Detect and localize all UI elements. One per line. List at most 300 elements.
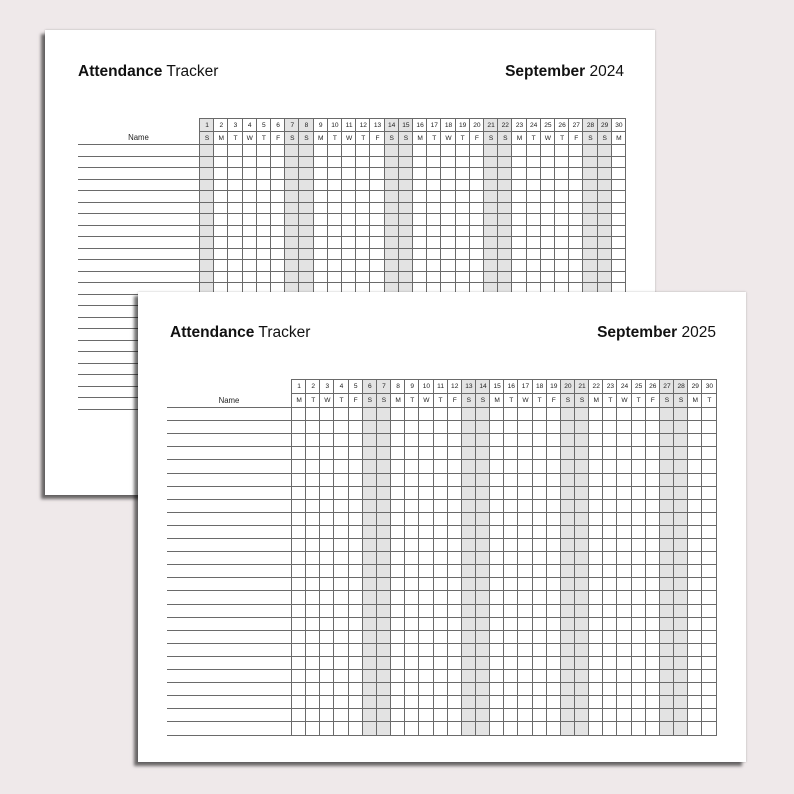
- weekday-cell: T: [227, 131, 242, 145]
- attendance-cell: [376, 682, 391, 696]
- name-row-line: [167, 459, 291, 460]
- attendance-cell: [532, 551, 547, 565]
- attendance-cell: [362, 682, 377, 696]
- attendance-cell: [588, 617, 603, 631]
- name-row-line: [78, 282, 199, 283]
- attendance-cell: [616, 499, 631, 513]
- attendance-cell: [333, 708, 348, 722]
- attendance-cell: [645, 721, 660, 735]
- attendance-cell: [546, 695, 561, 709]
- attendance-cell: [560, 695, 575, 709]
- attendance-cell: [418, 656, 433, 670]
- weekday-cell: S: [560, 393, 575, 408]
- attendance-cell: [517, 682, 532, 696]
- attendance-cell: [291, 420, 306, 434]
- attendance-cell: [602, 669, 617, 683]
- attendance-cell: [390, 682, 405, 696]
- attendance-cell: [616, 708, 631, 722]
- attendance-cell: [404, 564, 419, 578]
- attendance-cell: [447, 656, 462, 670]
- attendance-cell: [616, 643, 631, 657]
- attendance-cell: [319, 669, 334, 683]
- attendance-cell: [631, 656, 646, 670]
- attendance-cell: [475, 617, 490, 631]
- attendance-cell: [475, 446, 490, 460]
- attendance-cell: [305, 446, 320, 460]
- attendance-cell: [574, 538, 589, 552]
- attendance-cell: [532, 604, 547, 618]
- attendance-cell: [503, 433, 518, 447]
- attendance-cell: [489, 433, 504, 447]
- attendance-cell: [362, 643, 377, 657]
- attendance-cell: [588, 473, 603, 487]
- attendance-cell: [418, 551, 433, 565]
- weekday-cell: S: [284, 131, 299, 145]
- attendance-cell: [687, 486, 702, 500]
- attendance-cell: [433, 564, 448, 578]
- attendance-cell: [546, 525, 561, 539]
- attendance-cell: [447, 420, 462, 434]
- attendance-cell: [418, 669, 433, 683]
- attendance-cell: [418, 420, 433, 434]
- attendance-cell: [333, 630, 348, 644]
- day-number-cell: 12: [447, 379, 462, 394]
- attendance-cell: [489, 407, 504, 421]
- attendance-cell: [333, 656, 348, 670]
- attendance-cell: [319, 577, 334, 591]
- attendance-cell: [701, 407, 716, 421]
- attendance-cell: [574, 564, 589, 578]
- day-number-cell: 2: [305, 379, 320, 394]
- attendance-cell: [645, 446, 660, 460]
- weekday-cell: W: [319, 393, 334, 408]
- attendance-cell: [645, 551, 660, 565]
- weekday-cell: F: [469, 131, 484, 145]
- attendance-cell: [517, 577, 532, 591]
- attendance-cell: [461, 656, 476, 670]
- attendance-cell: [390, 407, 405, 421]
- day-number-cell: 10: [418, 379, 433, 394]
- attendance-cell: [701, 551, 716, 565]
- attendance-cell: [489, 499, 504, 513]
- attendance-cell: [305, 682, 320, 696]
- attendance-cell: [305, 499, 320, 513]
- attendance-cell: [433, 512, 448, 526]
- weekday-cell: S: [497, 131, 512, 145]
- attendance-cell: [503, 564, 518, 578]
- attendance-cell: [461, 590, 476, 604]
- day-number-cell: 30: [701, 379, 716, 394]
- attendance-cell: [475, 564, 490, 578]
- attendance-cell: [616, 721, 631, 735]
- attendance-cell: [433, 446, 448, 460]
- attendance-cell: [546, 551, 561, 565]
- attendance-cell: [546, 721, 561, 735]
- attendance-cell: [489, 512, 504, 526]
- sheet-month: September 2025: [597, 324, 716, 341]
- day-number-cell: 8: [390, 379, 405, 394]
- attendance-cell: [517, 630, 532, 644]
- attendance-cell: [362, 577, 377, 591]
- weekday-cell: S: [362, 393, 377, 408]
- attendance-cell: [546, 708, 561, 722]
- attendance-cell: [376, 499, 391, 513]
- weekday-cell: S: [384, 131, 399, 145]
- weekday-cell: S: [673, 393, 688, 408]
- weekday-cell: M: [588, 393, 603, 408]
- attendance-cell: [447, 617, 462, 631]
- attendance-cell: [616, 682, 631, 696]
- day-number-cell: 12: [355, 118, 370, 132]
- attendance-cell: [475, 420, 490, 434]
- attendance-cell: [602, 604, 617, 618]
- weekday-cell: F: [546, 393, 561, 408]
- name-row-line: [167, 564, 291, 565]
- attendance-cell: [319, 721, 334, 735]
- weekday-cell: S: [659, 393, 674, 408]
- attendance-cell: [404, 682, 419, 696]
- attendance-cell: [333, 682, 348, 696]
- attendance-cell: [447, 486, 462, 500]
- tracker-sheet-2025: [138, 292, 746, 762]
- attendance-cell: [390, 512, 405, 526]
- attendance-cell: [489, 486, 504, 500]
- attendance-cell: [616, 630, 631, 644]
- attendance-cell: [687, 525, 702, 539]
- attendance-cell: [532, 590, 547, 604]
- attendance-cell: [404, 708, 419, 722]
- attendance-cell: [475, 721, 490, 735]
- attendance-cell: [701, 708, 716, 722]
- attendance-cell: [319, 420, 334, 434]
- attendance-cell: [532, 630, 547, 644]
- name-row-line: [167, 643, 291, 644]
- attendance-cell: [362, 499, 377, 513]
- attendance-cell: [362, 708, 377, 722]
- attendance-cell: [447, 669, 462, 683]
- attendance-cell: [673, 721, 688, 735]
- name-row-line: [167, 669, 291, 670]
- attendance-cell: [701, 420, 716, 434]
- day-number-cell: 16: [503, 379, 518, 394]
- attendance-cell: [489, 564, 504, 578]
- attendance-cell: [461, 695, 476, 709]
- attendance-cell: [291, 643, 306, 657]
- attendance-cell: [631, 564, 646, 578]
- attendance-cell: [291, 459, 306, 473]
- attendance-cell: [404, 473, 419, 487]
- attendance-cell: [532, 525, 547, 539]
- attendance-cell: [404, 420, 419, 434]
- attendance-cell: [503, 525, 518, 539]
- attendance-cell: [503, 721, 518, 735]
- attendance-cell: [333, 564, 348, 578]
- weekday-cell: M: [213, 131, 228, 145]
- day-number-cell: 18: [532, 379, 547, 394]
- attendance-cell: [532, 617, 547, 631]
- attendance-cell: [376, 420, 391, 434]
- name-row-line: [78, 225, 199, 226]
- day-number-cell: 11: [433, 379, 448, 394]
- attendance-cell: [348, 459, 363, 473]
- day-number-cell: 13: [369, 118, 384, 132]
- sheet-title: Attendance Tracker: [170, 324, 311, 341]
- attendance-cell: [659, 721, 674, 735]
- attendance-cell: [687, 604, 702, 618]
- attendance-cell: [546, 577, 561, 591]
- attendance-cell: [517, 538, 532, 552]
- attendance-cell: [461, 643, 476, 657]
- attendance-cell: [588, 577, 603, 591]
- attendance-cell: [645, 512, 660, 526]
- attendance-cell: [517, 656, 532, 670]
- attendance-cell: [560, 577, 575, 591]
- name-row-line: [167, 486, 291, 487]
- attendance-cell: [461, 525, 476, 539]
- attendance-cell: [659, 486, 674, 500]
- attendance-cell: [305, 525, 320, 539]
- attendance-cell: [687, 656, 702, 670]
- attendance-cell: [645, 486, 660, 500]
- attendance-cell: [503, 538, 518, 552]
- attendance-cell: [645, 630, 660, 644]
- attendance-cell: [489, 721, 504, 735]
- attendance-cell: [348, 538, 363, 552]
- attendance-cell: [447, 695, 462, 709]
- attendance-cell: [390, 604, 405, 618]
- attendance-cell: [319, 695, 334, 709]
- attendance-cell: [602, 721, 617, 735]
- attendance-cell: [673, 617, 688, 631]
- attendance-cell: [348, 643, 363, 657]
- attendance-cell: [376, 512, 391, 526]
- attendance-cell: [687, 708, 702, 722]
- attendance-cell: [532, 577, 547, 591]
- day-number-cell: 27: [568, 118, 583, 132]
- attendance-cell: [517, 669, 532, 683]
- attendance-cell: [447, 643, 462, 657]
- attendance-cell: [687, 669, 702, 683]
- attendance-cell: [404, 538, 419, 552]
- attendance-cell: [319, 486, 334, 500]
- attendance-cell: [305, 564, 320, 578]
- name-row-line: [167, 473, 291, 474]
- attendance-cell: [362, 512, 377, 526]
- attendance-cell: [319, 433, 334, 447]
- attendance-cell: [616, 407, 631, 421]
- attendance-cell: [305, 617, 320, 631]
- day-number-cell: 14: [475, 379, 490, 394]
- attendance-cell: [333, 617, 348, 631]
- attendance-cell: [532, 407, 547, 421]
- attendance-cell: [404, 551, 419, 565]
- attendance-cell: [588, 512, 603, 526]
- attendance-cell: [687, 682, 702, 696]
- attendance-cell: [616, 512, 631, 526]
- attendance-cell: [305, 551, 320, 565]
- attendance-cell: [532, 486, 547, 500]
- attendance-cell: [574, 512, 589, 526]
- attendance-cell: [291, 669, 306, 683]
- attendance-cell: [461, 473, 476, 487]
- attendance-cell: [588, 721, 603, 735]
- attendance-cell: [376, 643, 391, 657]
- attendance-cell: [291, 630, 306, 644]
- attendance-cell: [602, 656, 617, 670]
- day-number-cell: 22: [497, 118, 512, 132]
- weekday-cell: T: [503, 393, 518, 408]
- weekday-cell: T: [305, 393, 320, 408]
- attendance-cell: [701, 512, 716, 526]
- attendance-cell: [560, 525, 575, 539]
- attendance-cell: [475, 669, 490, 683]
- attendance-cell: [588, 590, 603, 604]
- attendance-cell: [659, 459, 674, 473]
- attendance-cell: [616, 446, 631, 460]
- attendance-cell: [687, 551, 702, 565]
- attendance-cell: [588, 695, 603, 709]
- attendance-cell: [616, 459, 631, 473]
- name-row-line: [78, 248, 199, 249]
- attendance-cell: [546, 590, 561, 604]
- attendance-cell: [390, 486, 405, 500]
- attendance-cell: [701, 564, 716, 578]
- attendance-cell: [588, 669, 603, 683]
- attendance-cell: [616, 590, 631, 604]
- attendance-cell: [659, 499, 674, 513]
- attendance-cell: [418, 617, 433, 631]
- weekday-cell: W: [540, 131, 555, 145]
- attendance-cell: [418, 512, 433, 526]
- attendance-cell: [433, 682, 448, 696]
- attendance-cell: [489, 656, 504, 670]
- attendance-cell: [574, 656, 589, 670]
- attendance-cell: [602, 407, 617, 421]
- attendance-cell: [574, 708, 589, 722]
- grid-bottom-edge: [291, 735, 717, 736]
- attendance-cell: [319, 459, 334, 473]
- attendance-cell: [602, 617, 617, 631]
- attendance-cell: [418, 407, 433, 421]
- attendance-cell: [588, 643, 603, 657]
- attendance-cell: [418, 433, 433, 447]
- day-number-cell: 6: [270, 118, 285, 132]
- attendance-cell: [546, 433, 561, 447]
- attendance-cell: [333, 695, 348, 709]
- attendance-cell: [376, 459, 391, 473]
- attendance-cell: [574, 643, 589, 657]
- attendance-cell: [489, 590, 504, 604]
- attendance-cell: [348, 551, 363, 565]
- attendance-cell: [645, 577, 660, 591]
- attendance-cell: [461, 564, 476, 578]
- day-number-cell: 25: [631, 379, 646, 394]
- attendance-cell: [602, 538, 617, 552]
- attendance-cell: [390, 708, 405, 722]
- attendance-cell: [687, 695, 702, 709]
- name-row-line: [167, 407, 291, 408]
- sheet-title: Attendance Tracker: [78, 63, 219, 80]
- attendance-cell: [390, 656, 405, 670]
- attendance-cell: [560, 433, 575, 447]
- weekday-cell: S: [483, 131, 498, 145]
- attendance-cell: [517, 564, 532, 578]
- weekday-cell: F: [270, 131, 285, 145]
- attendance-cell: [319, 617, 334, 631]
- name-row-line: [78, 167, 199, 168]
- attendance-cell: [532, 473, 547, 487]
- attendance-cell: [319, 499, 334, 513]
- attendance-cell: [475, 682, 490, 696]
- day-number-cell: 20: [469, 118, 484, 132]
- attendance-cell: [390, 433, 405, 447]
- attendance-cell: [517, 590, 532, 604]
- attendance-cell: [616, 525, 631, 539]
- attendance-cell: [574, 669, 589, 683]
- attendance-cell: [418, 538, 433, 552]
- attendance-cell: [659, 630, 674, 644]
- attendance-cell: [376, 538, 391, 552]
- attendance-cell: [390, 525, 405, 539]
- attendance-cell: [687, 473, 702, 487]
- attendance-cell: [517, 433, 532, 447]
- weekday-cell: F: [568, 131, 583, 145]
- attendance-cell: [631, 643, 646, 657]
- day-number-cell: 29: [687, 379, 702, 394]
- day-number-cell: 26: [645, 379, 660, 394]
- attendance-cell: [645, 564, 660, 578]
- attendance-cell: [574, 617, 589, 631]
- attendance-cell: [291, 551, 306, 565]
- weekday-cell: T: [404, 393, 419, 408]
- attendance-cell: [503, 682, 518, 696]
- attendance-cell: [305, 577, 320, 591]
- attendance-cell: [418, 525, 433, 539]
- attendance-cell: [701, 459, 716, 473]
- attendance-cell: [645, 459, 660, 473]
- day-number-cell: 19: [455, 118, 470, 132]
- attendance-cell: [362, 656, 377, 670]
- attendance-cell: [319, 473, 334, 487]
- attendance-cell: [532, 695, 547, 709]
- attendance-cell: [447, 525, 462, 539]
- attendance-cell: [404, 669, 419, 683]
- attendance-cell: [404, 499, 419, 513]
- attendance-cell: [333, 446, 348, 460]
- attendance-cell: [517, 512, 532, 526]
- attendance-cell: [319, 643, 334, 657]
- attendance-cell: [362, 669, 377, 683]
- attendance-cell: [447, 604, 462, 618]
- attendance-cell: [560, 643, 575, 657]
- attendance-cell: [532, 446, 547, 460]
- attendance-cell: [503, 486, 518, 500]
- attendance-cell: [291, 433, 306, 447]
- weekday-cell: S: [298, 131, 313, 145]
- day-number-cell: 6: [362, 379, 377, 394]
- attendance-cell: [447, 564, 462, 578]
- attendance-cell: [631, 630, 646, 644]
- attendance-cell: [602, 564, 617, 578]
- attendance-cell: [631, 604, 646, 618]
- attendance-cell: [376, 695, 391, 709]
- attendance-cell: [503, 512, 518, 526]
- attendance-cell: [701, 630, 716, 644]
- attendance-cell: [659, 617, 674, 631]
- weekday-cell: T: [433, 393, 448, 408]
- attendance-cell: [475, 525, 490, 539]
- attendance-cell: [602, 525, 617, 539]
